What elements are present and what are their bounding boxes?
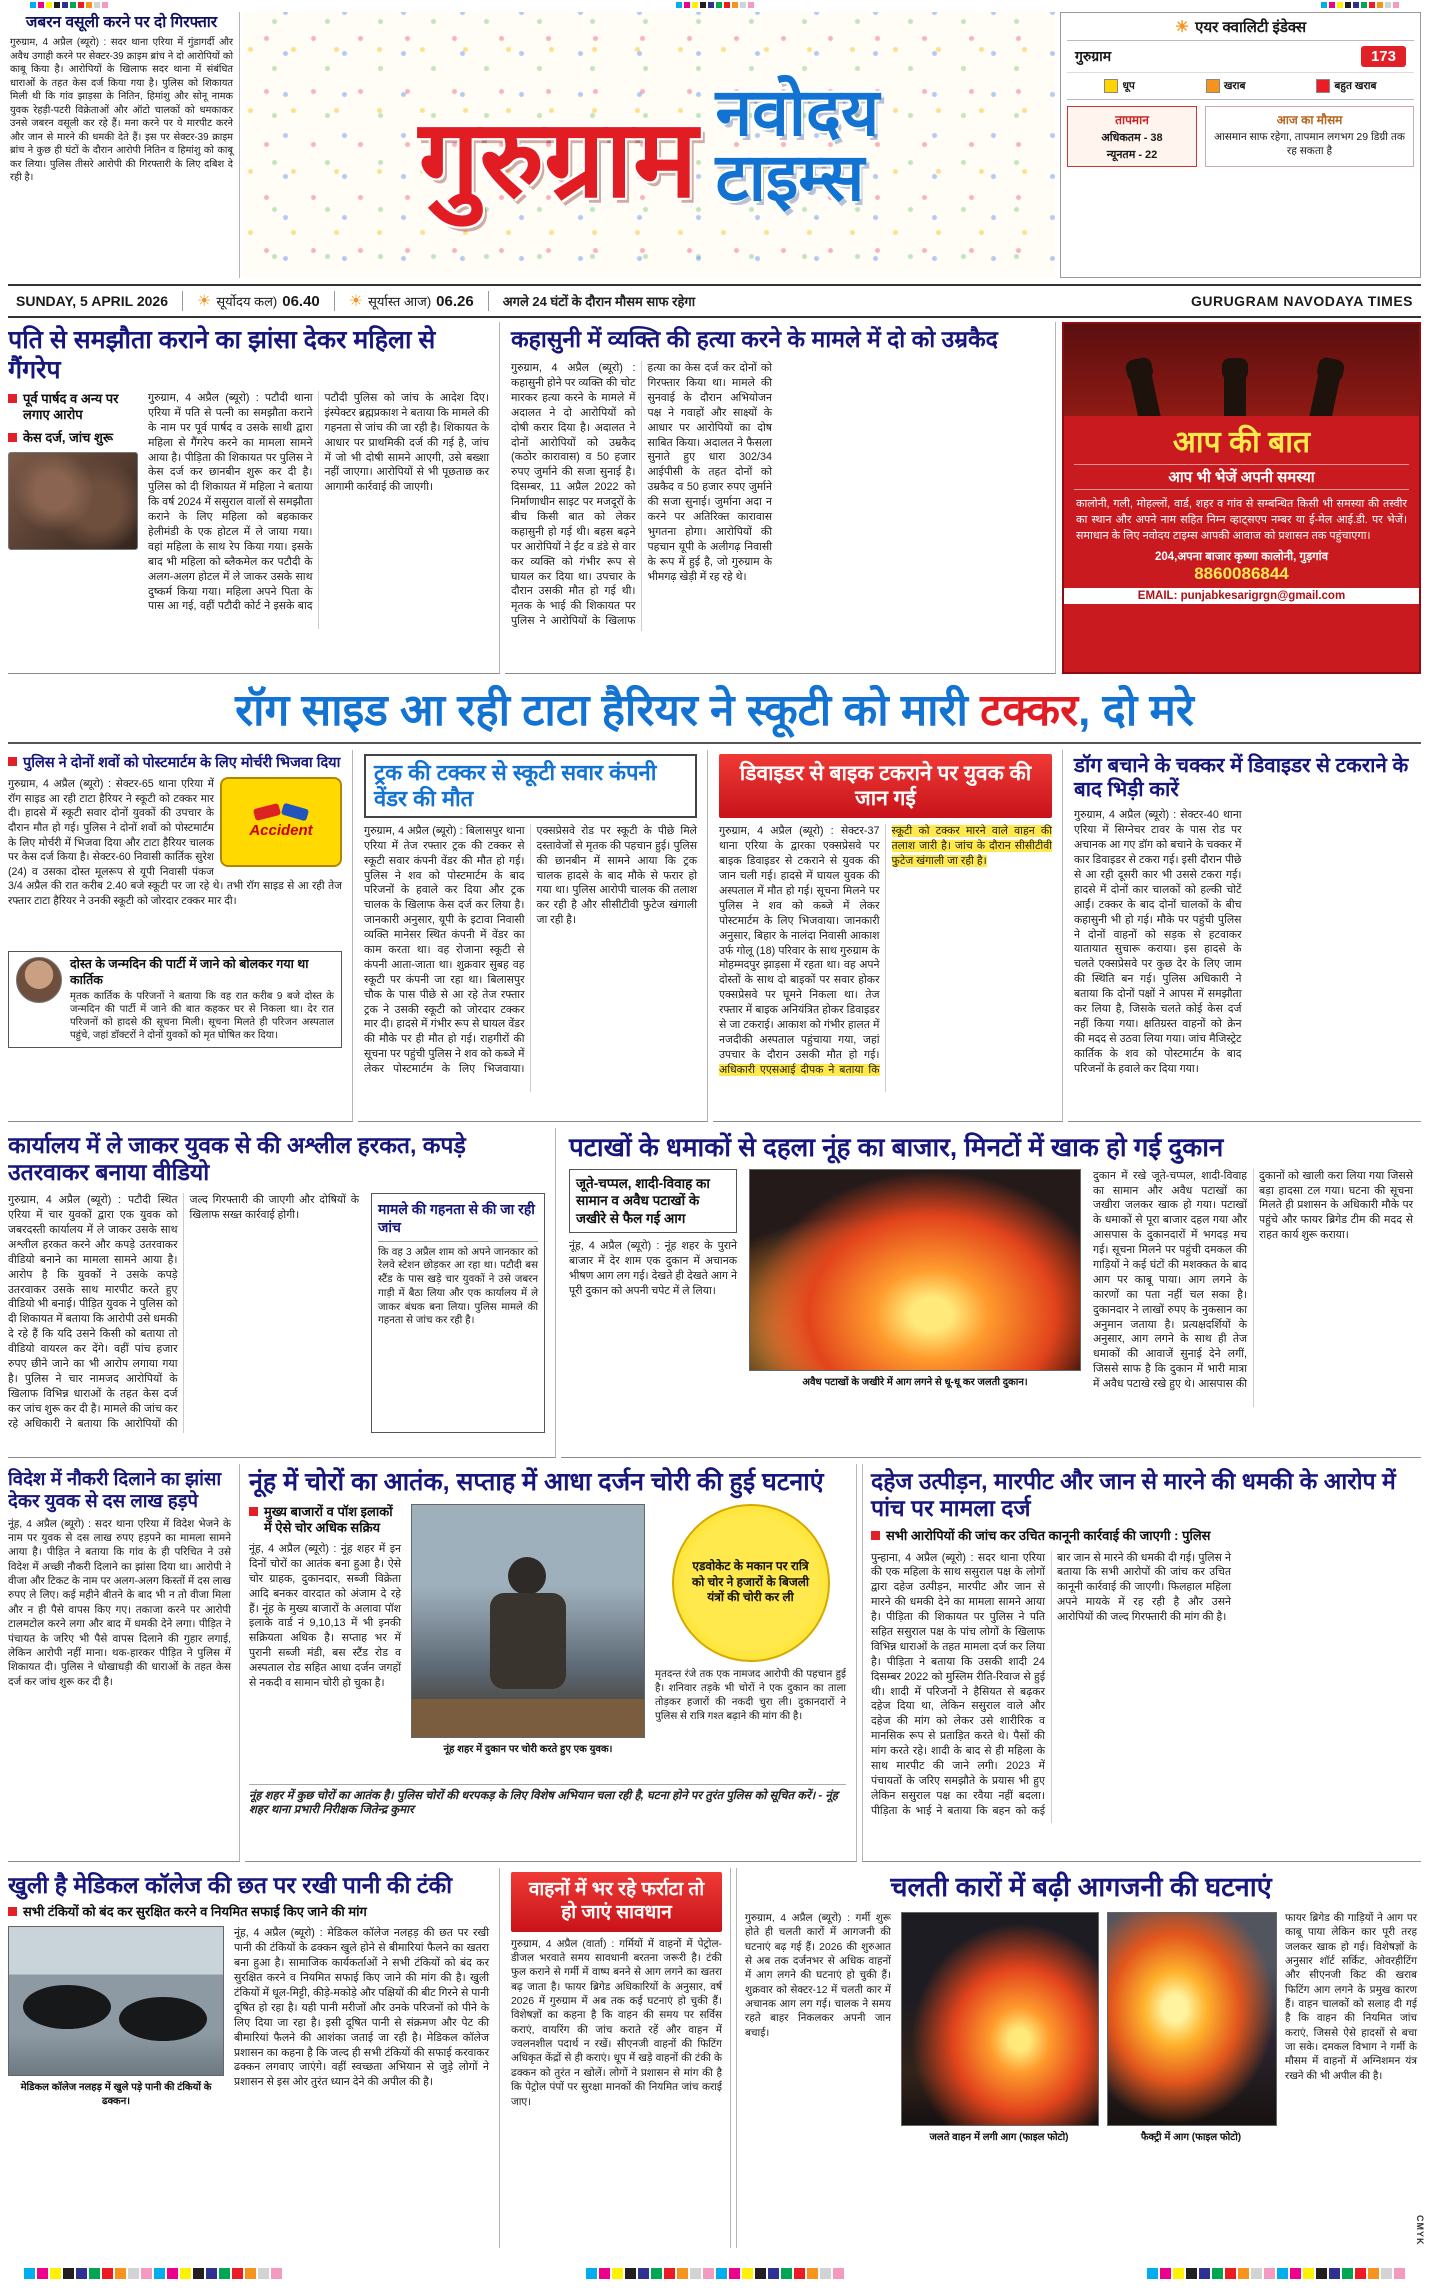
water-tanks-photo <box>8 1926 224 2076</box>
gangrape-headline: पति से समझौता कराने का झांसा देकर महिला से गैंगरेप <box>8 326 436 384</box>
legend-item <box>1316 79 1376 93</box>
aap-ki-baat-title: आप की बात <box>1172 426 1311 459</box>
masthead-city-logo: गुरुग्राम <box>418 98 698 219</box>
office-headline: कार्यालय में ले जाकर युवक से की अश्लील हरकत, कपड़े उतरवाकर बनाया वीडियो <box>8 1132 466 1186</box>
factory-fire-photo <box>1107 1912 1277 2126</box>
gangrape-photo <box>8 452 138 550</box>
print-marks-group <box>676 2 754 8</box>
aqi-city: गुरुग्राम <box>1075 48 1112 64</box>
accident-sign-graphic <box>220 777 342 867</box>
subhead-text: मुख्य बाजारों व पॉश इलाकों में ऐसे चोर अधिक सक्रिय <box>264 1503 393 1535</box>
article-nuh-chori <box>245 1464 857 1862</box>
nuh-fire-body2: दुकान में रखे जूते-चप्पल, शादी-विवाह का सामान और अवैध पटाखों का जखीरा जलकर खाक हो गया। पटाखों के धमाकों से पूरा बाजार दहल गया और आसपास के दुकानदारों में भगदड़ मच गई। सूचना मिलने पर पहुंची दमकल की गाड़ियों ने कई घंटों की मशक्कत के बाद आग पर काबू पाया। आग लगने के कारणों का पता नहीं चल सका है। दुकानदार ने लाखों रुपए के नुकसान का अनुमान जताया है। प्रत्यक्षदर्शियों के अनुसार, आग लगने के साथ ही तेज धमाकों की आवाजें सुनाई देने लगीं, जिससे साफ है कि दुकान में भारी मात्रा में अवैध पटाखे रखे हुए थे। आसपास की दुकानों को खाली करा लिया गया जिससे बड़ा हादसा टल गया। घटना की सूचना मिलते ही प्रशासन के अधिकारी मौके पर पहुंचे और फायर ब्रिगेड टीम की मदद से राहत कार्य शुरू कराया। <box>1093 1169 1413 1391</box>
dahej-subhead <box>871 1528 1417 1544</box>
legend-item <box>1104 79 1134 93</box>
divider-bike-headline: डिवाइडर से बाइक टकराने पर युवक की जान गई <box>719 754 1052 818</box>
divider <box>182 291 183 311</box>
dahej-text2: पैसों की मांग करते रहे। शादी के बाद से ही महिला के साथ मारपीट की जाने लगी। 2023 में पंचायतों के जरिए समझौते के प्रयास भी हुए लेकिन ससुराल पक्ष का रवैया नहीं बदला। पीड़िता के भाई ने बताया कि बहन को कई बार जान से मारने की धमकी दी गई। पुलिस ने बताया कि सभी आरोपों की जांच कर उचित कानूनी कार्रवाई की जाएगी। फिलहाल महिला अपने मायके में रह रही है और उसने आरोपियों की जल्द गिरफ्तारी की मांग की है। <box>871 1551 1231 1817</box>
aap-ki-baat-box <box>1062 322 1421 674</box>
sunrise-time: 06.40 <box>282 292 320 310</box>
fist-icon <box>1129 368 1161 416</box>
vehicles-body: गुरुग्राम, 4 अप्रैल (वार्ता) : गर्मियों में वाहनों में पेट्रोल-डीजल भरवाते समय सावधानी बरतना जरूरी है। टंकी फुल कराने से गर्मी में वाष्प बनने से आग लगने का खतरा बढ़ जाता है। फायर ब्रिगेड अधिकारियों के अनुसार, वर्ष 2026 में गुरुग्राम में अब तक कई घटनाएं हो चुकी हैं। विशेषज्ञों का कहना है कि वाहन की समय पर सर्विस कराएं, वायरिंग की जांच कराते रहें और वाहन में ज्वलनशील पदार्थ न रखें। सीएनजी वाहनों की फिटिंग अधिकृत केंद्रों से ही कराएं। धूप में खड़े वाहनों की टंकी के ढक्कन को तुरंत न खोलें। लोगों ने प्रशासन से मांग की है कि पेट्रोल पंपों पर सुरक्षा मानकों की नियमित जांच कराई जाए। <box>511 1938 722 2108</box>
medical-headline: खुली है मेडिकल कॉलेज की छत पर रखी पानी की टंकी <box>8 1872 453 1898</box>
aap-ki-baat-subtitle: आप भी भेजें अपनी समस्या <box>1074 464 1409 490</box>
aqi-header <box>1067 17 1414 41</box>
temp-min: न्यूनतम - 22 <box>1106 149 1158 161</box>
temp-max: अधिकतम - 38 <box>1101 132 1163 144</box>
factory-fire-caption: फैक्ट्री में आग (फाइल फोटो) <box>1140 2131 1242 2143</box>
lead-headline-pre: रॉग साइड आ रही टाटा हैरियर ने स्कूटी को मारी <box>235 686 981 735</box>
today-label: आज का मौसम <box>1276 113 1343 127</box>
burning-shop-photo <box>749 1169 1081 1371</box>
fist-icon <box>1224 370 1246 416</box>
sunset-label: सूर्यास्त आज) <box>368 294 432 309</box>
videsh-body: नूंह, 4 अप्रैल (ब्यूरो) : सदर थाना एरिया में विदेश भेजने के नाम पर युवक से दस लाख रुपए हड़पने का मामला सामने आया है। पीड़ित ने बताया कि गांव के ही परिचित ने उसे विदेश में अच्छी नौकरी दिलाने का झांसा दिया था। आरोपी ने वीजा और टिकट के नाम पर अलग-अलग किस्तों में दस लाख रुपए ले लिए। कई महीने बीतने के बाद भी न तो वीजा मिला और न ही पैसे वापस किए गए। तकाजा करने पर आरोपी टालमटोल करने लगा और बाद में धमकी देने लगा। पीड़ित ने पंचायत के जरिए भी पैसे वापस दिलाने की गुहार लगाई, लेकिन आरोपी नहीं माना। थक-हारकर पीड़ित ने पुलिस में शिकायत दी। पुलिस ने धोखाधड़ी की धाराओं के तहत केस दर्ज कर जांच शुरू कर दी है। <box>8 1518 231 1688</box>
kicker-text: पूर्व पार्षद व अन्य पर लगाए आरोप <box>23 391 119 423</box>
print-marks-group <box>30 2 108 8</box>
article-videsh-naukri <box>8 1464 240 1862</box>
article-lead-left <box>8 750 353 1122</box>
divider-bike-text: गुरुग्राम, 4 अप्रैल (ब्यूरो) : सेक्टर-37 थाना एरिया के द्वारका एक्सप्रेसवे पर बाइक डिवाइडर से टकराने से युवक की जान चली गई। हादसे में घायल युवक की अस्पताल में मौत हो गई। सूचना मिलने पर पुलिस ने शव को कब्जे में लेकर पोस्टमार्टम के लिए भिजवाया। जानकारी अनुसार, बिहार के नालंदा निवासी आकाश उर्फ गोलू (18) परिवार के साथ गुरुग्राम के मोहम्मदपुर झाड़सा में रहता था। वह अपने दोस्तों के साथ दो बाइकों पर सवार होकर एक्सप्रेसवे पर घूमने निकला था। तेज रफ्तार में बाइक अनियंत्रित होकर डिवाइडर से जा टकराई। आकाश को गंभीर हालत में नजदीकी अस्पताल पहुंचाया गया, जहां उपचार के दौरान उसकी मौत हो गई। <box>719 825 880 1061</box>
nuh-fire-left-column <box>569 1169 737 1407</box>
masthead <box>243 12 1055 278</box>
article-extortion <box>8 12 240 278</box>
sunset-icon: ☀ <box>348 293 364 310</box>
lead-headline-highlight: टक्कर <box>980 686 1079 735</box>
fist-icon <box>1309 368 1341 416</box>
lead-headline-post: , दो मरे <box>1078 686 1194 735</box>
medical-caption: मेडिकल कॉलेज नलहड़ में खुले पड़े पानी की टंकियों के ढक्कन। <box>20 2082 212 2108</box>
article-gangrape <box>8 322 500 674</box>
chori-highlight-circle: एडवोकेट के मकान पर रात्रि को चोर ने हजारों के बिजली यंत्रों की चोरी कर ली <box>672 1504 830 1662</box>
car-fires-body: गुरुग्राम, 4 अप्रैल (ब्यूरो) : गर्मी शुरू होते ही चलती कारों में आगजनी की घटनाएं बढ़ गई हैं। 2026 की शुरुआत से अब तक दर्जनभर से अधिक वाहनों में आग लगने की घटनाएं हो चुकी हैं। शुक्रवार को सेक्टर-12 में चलती कार में अचानक आग लग गई। चालक ने समय रहते बाहर निकलकर अपनी जान बचाई। <box>745 1912 891 2039</box>
murder-body: गुरुग्राम, 4 अप्रैल (ब्यूरो) : कहासुनी होने पर व्यक्ति की चोट मारकर हत्या करने के मामले में अदालत ने दो आरोपियों को दोषी करार दिया है। अदालत ने दोनों आरोपियों को उम्रकैद (कठोर कारावास) व 50 हजार रुपए जुर्माने की सजा सुनाई है। दिसम्बर, 11 अप्रैल 2022 को निर्माणाधीन साइट पर मजदूरों के बीच किसी बात को लेकर कहासुनी हो गई थी। बहस बढ़ने पर आरोपियों ने ईंट व डंडे से वार कर व्यक्ति को गंभीर रूप से घायल कर दिया था। उपचार के दौरान उसकी मौत हो गई थी। मृतक के भाई की शिकायत पर पुलिस ने आरोपियों के खिलाफ हत्या का केस दर्ज कर दोनों को गिरफ्तार किया था। मामले की सुनवाई के दौरान अभियोजन पक्ष ने गवाहों और साक्ष्यों के आधार पर आरोपियों का दोष साबित किया। अदालत ने फैसला सुनाते हुए धारा 302/34 आईपीसी के तहत दोनों को उम्रकैद व 50 हजार रुपए जुर्माने की सजा सुनाई। जुर्माना अदा न करने पर अतिरिक्त कारावास भुगतना होगा। आरोपियों की पहचान यूपी के अलीगढ़ निवासी के रूप में हुई है, जो गुरुग्राम के भीमगढ़ खेड़ी में रह रहे थे। <box>511 362 772 628</box>
office-subbox-body: कि वह 3 अप्रैल शाम को अपने जानकार को रेलवे स्टेशन छोड़कर आ रहा था। पटौदी बस स्टैंड के पास खड़े चार युवकों ने उसे जबरन गाड़ी में बैठा लिया और एक कार्यालय में ले जाकर बंधक बना लिया। पुलिस मामले की गहनता से जांच कर रही है। <box>378 1246 538 1327</box>
office-subbox-title: मामले की गहनता से की जा रही जांच <box>378 1200 538 1241</box>
legend-chip-sun <box>1104 79 1118 93</box>
divider-bike-highlight: अधिकारी एएसआई दीपक ने बताया कि स्कूटी को टक्कर मारने वाले वाहन की तलाश जारी है। जांच के दौरान सीसीटीवी फुटेज खंगाली जा रही है। <box>719 825 1052 1076</box>
chori-right-column <box>655 1504 846 1778</box>
sun-icon: ☀ <box>1174 19 1190 36</box>
paper-brand-text: GURUGRAM NAVODAYA TIMES <box>1190 293 1413 309</box>
print-marks-group <box>1147 2268 1405 2279</box>
sunrise-icon: ☀ <box>197 293 212 310</box>
lead-left-inset-box <box>8 951 342 1048</box>
kicker-item <box>8 430 138 446</box>
today-text: आसमान साफ रहेगा, तापमान लगभग 29 डिग्री तक रह सकता है <box>1214 131 1405 157</box>
article-dahej <box>862 1464 1421 1862</box>
lead-headline-band <box>8 680 1421 744</box>
article-murder-verdict <box>505 322 1056 674</box>
videsh-headline: विदेश में नौकरी दिलाने का झांसा देकर युवक से दस लाख हड़पे <box>8 1468 222 1511</box>
dahej-text1: पुन्हाना, 4 अप्रैल (ब्यूरो) : सदर थाना एरिया की एक महिला के साथ ससुराल पक्ष के लोगों द्वारा दहेज उत्पीड़न, मारपीट और जान से मारने की धमकी देने का मामला सामने आया है। पीड़िता की शिकायत पर पुलिस ने पति सहित ससुराल पक्ष के पांच लोगों के खिलाफ विभिन्न धाराओं के तहत मामला दर्ज कर लिया है। पीड़िता ने बताया कि उसकी शादी 24 दिसम्बर 2022 को मुस्लिम रीति-रिवाज से हुई थी। शादी में परिजनों ने हैसियत से बढ़कर दहेज दिया था, लेकिन ससुराल वाले और दहेज की मांग को लेकर उसे शारीरिक व मानसिक रूप से प्रताड़ित करते थे। <box>871 1551 1045 1743</box>
article-vehicles-warning <box>505 1868 731 2248</box>
legend-label: बहुत खराब <box>1334 80 1377 92</box>
chori-police-note: नूंह शहर में कुछ चोरों का आतंक है। पुलिस चोरों की धरपकड़ के लिए विशेष अभियान चला रही है, घटना होने पर तुरंत पुलिस को सूचित करें। - नूंह शहर थाना प्रभारी निरीक्षक जितेन्द्र कुमार <box>249 1784 846 1819</box>
print-marks-bottom <box>0 2260 1429 2286</box>
chori-headline: नूंह में चोरों का आतंक, सप्ताह में आधा दर्जन चोरी की हुई घटनाएं <box>249 1468 824 1496</box>
gangrape-kicker-column <box>8 391 138 629</box>
print-marks-group <box>24 2268 282 2279</box>
car-fires-body2: फायर ब्रिगेड की गाड़ियों ने आग पर काबू पाया लेकिन कार पूरी तरह जलकर खाक हो गई। विशेषज्ञों के अनुसार शॉर्ट सर्किट, ओवरहीटिंग और सीएनजी किट की खराब फिटिंग आग लगने के प्रमुख कारण हैं। वाहन चालकों को सलाह दी गई है कि वाहन की नियमित जांच कराएं, जिससे ऐसे हादसों से बचा जा सके। दमकल विभाग ने गर्मी के मौसम में वाहनों में अग्निशमन यंत्र रखने की भी अपील की है। <box>1285 1912 1417 2082</box>
print-marks-top <box>0 0 1429 10</box>
date-text: SUNDAY, 5 APRIL 2026 <box>16 293 168 309</box>
bullet-square-icon <box>8 757 17 766</box>
aqi-value-badge: 173 <box>1361 46 1406 67</box>
legend-chip-bad <box>1206 79 1220 93</box>
raised-fists-image <box>1064 324 1419 416</box>
office-subbox <box>371 1193 545 1433</box>
nuh-fire-headline: पटाखों के धमाकों से दहला नूंह का बाजार, मिनटों में खाक हो गई दुकान <box>569 1132 1224 1162</box>
divider <box>334 291 335 311</box>
nuh-fire-body: नूंह, 4 अप्रैल (ब्यूरो) : नूंह शहर के पुराने बाजार में देर शाम एक दुकान में अचानक भीषण आग लग गई। देखते ही देखते आग ने पूरी दुकान को अपनी चपेट में ले लिया। <box>569 1240 737 1297</box>
gangrape-body: गुरुग्राम, 4 अप्रैल (ब्यूरो) : पटौदी थाना एरिया में पति से पत्नी का समझौता कराने के नाम पर पूर्व पार्षद व उसके साथी द्वारा महिला से गैंगरेप करने का मामला सामने आया है। पीड़िता की शिकायत पर पुलिस ने केस दर्ज कर छानबीन शुरू कर दी है। पुलिस को दी शिकायत में महिला ने बताया कि वर्ष 2024 में ससुराल वालों से समझौता कराने के लिए महिला को बहकाकर हेलीमंडी के एक होटल में ले जाया गया। वहां महिला के साथ रेप किया गया। इसके बाद भी महिला को ब्लैकमेल कर पटौदी के अलग-अलग होटल में ले जाकर उसके साथ दुष्कर्म किया गया। महिला अपने पिता के पास आ गई, वहीं पटौदी कोर्ट ने इसके बाद पटौदी पुलिस को जांच के आदेश दिए। इंस्पेक्टर ब्रह्मप्रकाश ने बताया कि मामले की गहनता से जांच की जा रही है। शिकायत के आधार पर प्राथमिकी दर्ज की गई है, जांच में जो भी दोषी सामने आएगी, उसे बख्शा नहीं जाएगा। आरोपियों से भी पूछताछ कर आगामी कार्रवाई की जाएगी। <box>148 392 489 613</box>
accident-sign-label: Accident <box>249 821 313 839</box>
aap-ki-baat-address: 204,अपना बाजार कृष्णा कालोनी, गुड़गांव <box>1154 550 1329 563</box>
nuh-fire-figure <box>749 1169 1081 1407</box>
sunrise-label: सूर्योदय कल) <box>216 294 278 309</box>
collision-cars-icon <box>254 806 308 818</box>
chori-body: नूंह, 4 अप्रैल (ब्यूरो) : नूंह शहर में इन दिनों चोरों का आतंक बना हुआ है। ऐसे चोर ग्राहक, दुकानदार, सब्जी विक्रेता आदि बनकर वारदात को अंजाम दे रहे हैं। नूंह के मुख्य बाजारों के अलावा पॉश इलाके वार्ड नं 9,10,13 में भी इनकी सक्रियता अधिक है। सप्ताह भर में पुरानी सब्जी मंडी, बस स्टैंड रोड व अस्पताल रोड सहित आधा दर्जन जगहों से नकदी व सामान चोरी हो चुका है। <box>249 1543 401 1690</box>
extortion-headline: जबरन वसूली करने पर दो गिरफ्तार <box>25 14 218 31</box>
date-bar <box>8 284 1421 318</box>
temperature-row <box>1067 100 1414 167</box>
nuh-fire-caption: अवैध पटाखों के जखीरे में आग लगने से धू-धू कर जलती दुकान। <box>802 1376 1028 1388</box>
aqi-city-row <box>1067 41 1414 73</box>
article-nuh-market-fire <box>561 1128 1421 1458</box>
paper-name-line1: नवोदय <box>715 75 880 150</box>
bullet-square-icon <box>249 1507 258 1516</box>
legend-label: धूप <box>1122 80 1135 92</box>
article-divider-bike <box>713 750 1063 1122</box>
sunrise-block <box>197 291 320 311</box>
chori-subhead <box>249 1504 401 1537</box>
divider-bike-body <box>719 824 1052 1092</box>
temp-label: तापमान <box>1115 113 1149 127</box>
inset-body: मृतक कार्तिक के परिजनों ने बताया कि वह रात करीब 9 बजे दोस्त के जन्मदिन की पार्टी में जाने की बात कहकर घर से निकला था। देर रात परिजनों को हादसे की सूचना मिली। सूचना मिलते ही परिजन अस्पताल पहुंचे, जहां डॉक्टरों ने दोनों युवकों को मृत घोषित कर दिया। <box>70 991 334 1042</box>
medical-subhead <box>8 1904 489 1920</box>
extortion-body: गुरुग्राम, 4 अप्रैल (ब्यूरो) : सदर थाना एरिया में गुंडागर्दी और अवैध उगाही करने पर सेक्टर-39 क्राइम ब्रांच ने दो आरोपियों को काबू किया है। आरोपियों के खिलाफ सदर थाना में संबंधित धाराओं के तहत केस दर्ज किया गया है। पुलिस को शिकायत मिली थी कि गांव झाड़सा के नितिन, हिमांशु और सोनू नामक युवक रेहड़ी-पटरी विक्रेताओं और ऑटो चालकों को धमकाकर उनसे जबरन वसूली कर रहे हैं। मना करने पर ये मारपीट करने और जान से मारने की धमकी देते हैं। इस पर सेक्टर-39 क्राइम ब्रांच ने कुछ ही घंटों के दौरान आरोपी नितिन व हिमांशु को काबू कर लिया। पुलिस तीसरे आरोपी की गिरफ्तारी के लिए दबिश दे रही है। <box>10 37 233 184</box>
kicker-text: केस दर्ज, जांच शुरू <box>23 429 113 445</box>
chori-caption: नूंह शहर में दुकान पर चोरी करते हुए एक युवक। <box>443 1743 613 1755</box>
dog-cars-body: गुरुग्राम, 4 अप्रैल (ब्यूरो) : सेक्टर-40 थाना एरिया में सिग्नेचर टावर के पास रोड पर अचानक आ गए डॉग को बचाने के चक्कर में कार डिवाइडर से टकरा गई। इसी दौरान पीछे से आ रही दूसरी कार भी उससे टकरा गई। हादसे में दोनों कार चालकों को हल्की चोटें आईं। टक्कर के बाद दोनों चालकों के बीच कहासुनी भी हो गई। मौके पर पहुंची पुलिस ने दोनों वाहनों को सड़क से हटवाकर यातायात सुचारू कराया। इस हादसे के चलते एक्सप्रेसवे पर कुछ देर के लिए जाम की स्थिति बन गई। पुलिस अधिकारी ने बताया कि दोनों पक्षों ने आपस में समझौता कर लिया है, जिसके चलते कोई केस दर्ज नहीं किया गया। क्षतिग्रस्त वाहनों को क्रेन की मदद से उठवा लिया गया। जांच मैजिस्ट्रेट कार्तिक के शव को पोस्टमार्टम के बाद परिजनों के हवाले कर दिया गया। <box>1074 809 1242 1075</box>
divider <box>488 291 489 311</box>
article-truck-scooty <box>358 750 708 1122</box>
lead-headline <box>235 686 1194 735</box>
car-fire-figure <box>901 1912 1097 2194</box>
article-dog-cars <box>1068 750 1421 1122</box>
aap-ki-baat-body: कालोनी, गली, मोहल्लों, वार्ड, शहर व गांव से सम्बन्धित किसी भी समस्या की तस्वीर का स्थान और अपने नाम सहित निम्न व्हाट्सएप नम्बर या ई-मेल आई.डी. पर भेजें। समाधान के लिए नवोदय टाइम्स आपकी आवाज को प्रशासन तक पहुंचाएगा। <box>1076 498 1407 542</box>
article-medical-tank <box>8 1868 500 2248</box>
weather-aqi-panel <box>1060 12 1421 278</box>
article-car-fires <box>736 1868 1421 2248</box>
bullet-square-icon <box>8 433 17 442</box>
victim-avatar <box>16 957 62 1003</box>
bullet-square-icon <box>8 1907 17 1916</box>
paper-name-line2: टाइम्स <box>715 140 865 214</box>
legend-chip-verybad <box>1316 79 1330 93</box>
bullet-square-icon <box>8 394 17 403</box>
lead-left-subhead <box>8 754 342 772</box>
factory-fire-figure <box>1107 1912 1275 2194</box>
bullet-square-icon <box>871 1531 880 1540</box>
sunset-block <box>349 291 474 311</box>
car-fires-headline: चलती कारों में बढ़ी आगजनी की घटनाएं <box>890 1872 1272 1902</box>
dahej-body <box>871 1551 1417 1823</box>
forecast-text: अगले 24 घंटों के दौरान मौसम साफ रहेगा <box>502 294 696 309</box>
print-marks-group <box>586 2268 844 2279</box>
dahej-headline: दहेज उत्पीड़न, मारपीट और जान से मारने की धमकी के आरोप में पांच पर मामला दर्ज <box>871 1468 1396 1522</box>
chori-figure <box>411 1504 645 1778</box>
dog-cars-headline: डॉग बचाने के चक्कर में डिवाइडर से टकराने के बाद भिड़ी कारें <box>1074 754 1409 802</box>
lead-left-body: गुरुग्राम, 4 अप्रैल (ब्यूरो) : सेक्टर-65 थाना एरिया में रॉग साइड आ रही टाटा हैरियर ने स्कूटी को टक्कर मार दी। हादसे में स्कूटी सवार दोनों युवकों की उपचार के दौरान मौत हो गई। पुलिस ने दोनों शवों को पोस्टमार्टम के लिए मोर्चरी में भिजवा दिया और टाटा हैरियर चालक पर केस दर्ज किया है। सेक्टर-60 निवासी कार्तिक सुरेश (24) व उसका दोस्त मूलरूप से यूपी निवासी पंकज 3/4 अप्रैल की रात करीब 2.40 बजे स्कूटी पर जा रहे थे। तभी रॉग साइड से आ रही तेज रफ्तार टाटा हैरियर ने उनकी स्कूटी को जोरदार टक्कर मार दी। <box>8 778 342 907</box>
subhead-text: पुलिस ने दोनों शवों को पोस्टमार्टम के लिए मोर्चरी भिजवा दिया <box>23 755 341 771</box>
today-weather-box <box>1205 106 1414 167</box>
inset-title: दोस्त के जन्मदिन की पार्टी में जाने को बोलकर गया था कार्तिक <box>70 957 309 987</box>
thief-photo <box>411 1504 645 1738</box>
legend-label: खराब <box>1223 80 1246 92</box>
aap-ki-baat-email: EMAIL: punjabkesarigrgn@gmail.com <box>1064 588 1419 604</box>
truck-headline: ट्रक की टक्कर से स्कूटी सवार कंपनी वेंडर की मौत <box>374 760 657 811</box>
print-marks-group <box>1321 2 1399 8</box>
medical-figure <box>8 1926 224 2156</box>
subhead-text: सभी आरोपियों की जांच कर उचित कानूनी कार्रवाई की जाएगी : पुलिस <box>886 1528 1211 1544</box>
office-body: गुरुग्राम, 4 अप्रैल (ब्यूरो) : पटौदी स्थित एरिया में चार युवकों द्वारा एक युवक को जबरदस्ती कार्यालय में ले जाकर उसके साथ अश्लील हरकत करने और कपड़े उतरवाकर वीडियो बनाने का मामला सामने आया है। आरोप है कि युवकों ने उसके कपड़े उतरवाकर उसके साथ मारपीट करते हुए वीडियो भी बनाई। पीड़ित युवक ने पुलिस को दी शिकायत में बताया कि आरोपी उसे धमकी दे रहे हैं कि यदि उसने किसी को बताया तो वीडियो वायरल कर देंगे। वहीं पांच हजार रुपए छीने जाने का भी आरोप लगाया गया है। पुलिस ने चार नामजद आरोपियों के खिलाफ विभिन्न धाराओं के तहत केस दर्ज कर जांच शुरू कर दी है। मामले की जांच कर रहे अधिकारी ने बताया कि आरोपियों की जल्द गिरफ्तारी की जाएगी और दोषियों के खिलाफ सख्त कार्रवाई होगी। <box>8 1194 359 1430</box>
temperature-box <box>1067 106 1197 167</box>
burning-car-photo <box>901 1912 1099 2126</box>
murder-headline: कहासुनी में व्यक्ति की हत्या करने के मामले में दो को उम्रकैद <box>511 326 998 352</box>
nuh-fire-kicker: जूते-चप्पल, शादी-विवाह का सामान व अवैध पटाखों के जखीरे से फैल गई आग <box>569 1169 737 1234</box>
masthead-paper-name <box>715 75 880 214</box>
medical-body: नूंह, 4 अप्रैल (ब्यूरो) : मेडिकल कॉलेज नलहड़ की छत पर रखी पानी की टंकियों के ढक्कन खुले होने से बीमारियां फैलने का खतरा बना हुआ है। सामाजिक कार्यकर्ताओं ने सभी टंकियों को बंद कर सुरक्षित करने व नियमित सफाई किए जाने की मांग की है। खुली टंकियों में धूल-मिट्टी, कीड़े-मकोड़े और पक्षियों की बीट गिरने से पानी दूषित हो रहा है। यही पानी मरीजों और उनके परिजनों को पीने के लिए दिया जा रहा है। इसी दूषित पानी से संक्रमण और पेट की बीमारियां फैलने की आशंका जताई जा रही है। मेडिकल कॉलेज प्रशासन का कहना है कि जल्द ही सभी टंकियों की सफाई करवाकर ढक्कन लगवाए जाएंगे। वहीं स्वच्छता अभियान से जुड़े लोगों ने प्रशासन से इस ओर तुरंत ध्यान देने की अपील की है। <box>234 1927 489 2089</box>
article-office-video <box>8 1128 556 1458</box>
legend-item <box>1206 79 1246 93</box>
aqi-title: एयर क्वालिटी इंडेक्स <box>1195 19 1307 36</box>
subhead-text: सभी टंकियों को बंद कर सुरक्षित करने व नियमित सफाई किए जाने की मांग <box>23 1904 367 1920</box>
aqi-legend <box>1067 73 1414 100</box>
vehicles-headline: वाहनों में भर रहे फर्राटा तो हो जाएं सावधान <box>511 1872 722 1932</box>
chori-left-column <box>249 1504 401 1778</box>
truck-body: गुरुग्राम, 4 अप्रैल (ब्यूरो) : बिलासपुर थाना एरिया में तेज रफ्तार ट्रक की टक्कर से स्कूटी सवार कंपनी वेंडर की मौत हो गई। पुलिस ने शव को पोस्टमार्टम के बाद परिजनों के हवाले कर दिया और ट्रक चालक के खिलाफ केस दर्ज कर लिया है। जानकारी अनुसार, यूपी के इटावा निवासी व्यक्ति मानेसर स्थित कंपनी में वेंडर का काम करता था। वह रोजाना स्कूटी से कंपनी आता-जाता था। शुक्रवार सुबह वह स्कूटी पर कंपनी जा रहा था। बिलासपुर चौक के पास पीछे से आ रहे तेज रफ्तार ट्रक ने उसकी स्कूटी को जोरदार टक्कर मार दी। हादसे में गंभीर रूप से घायल वेंडर की मौके पर ही मौत हो गई। राहगीरों की सूचना पर पहुंची पुलिस ने शव को कब्जे में लेकर पोस्टमार्टम के लिए भिजवाया। एक्सप्रेसवे रोड पर स्कूटी के पीछे मिले दस्तावेजों से मृतक की पहचान हुई। पुलिस की छानबीन में सामने आया कि ट्रक चालक हादसे के बाद मौके से फरार हो गया था। पुलिस आरोपी चालक की तलाश कर रही है और सीसीटीवी फुटेज खंगाली जा रही है। <box>364 824 697 1076</box>
car-fire-caption: जलते वाहन में लगी आग (फाइल फोटो) <box>929 2131 1069 2143</box>
chori-body2: मृतदन्त रंजे तक एक नामजद आरोपी की पहचान हुई है। शनिवार तड़के भी चोरों ने एक दुकान का ताला तोड़कर हजारों की नकदी चुरा ली। दुकानदारों ने पुलिस से रात्रि गश्त बढ़ाने की मांग की है। <box>655 1668 846 1722</box>
cmyk-label: CMYK <box>1415 2215 1425 2246</box>
sunset-time: 06.26 <box>436 292 474 310</box>
kicker-item <box>8 391 138 424</box>
aap-ki-baat-phone: 8860086844 <box>1194 563 1289 583</box>
